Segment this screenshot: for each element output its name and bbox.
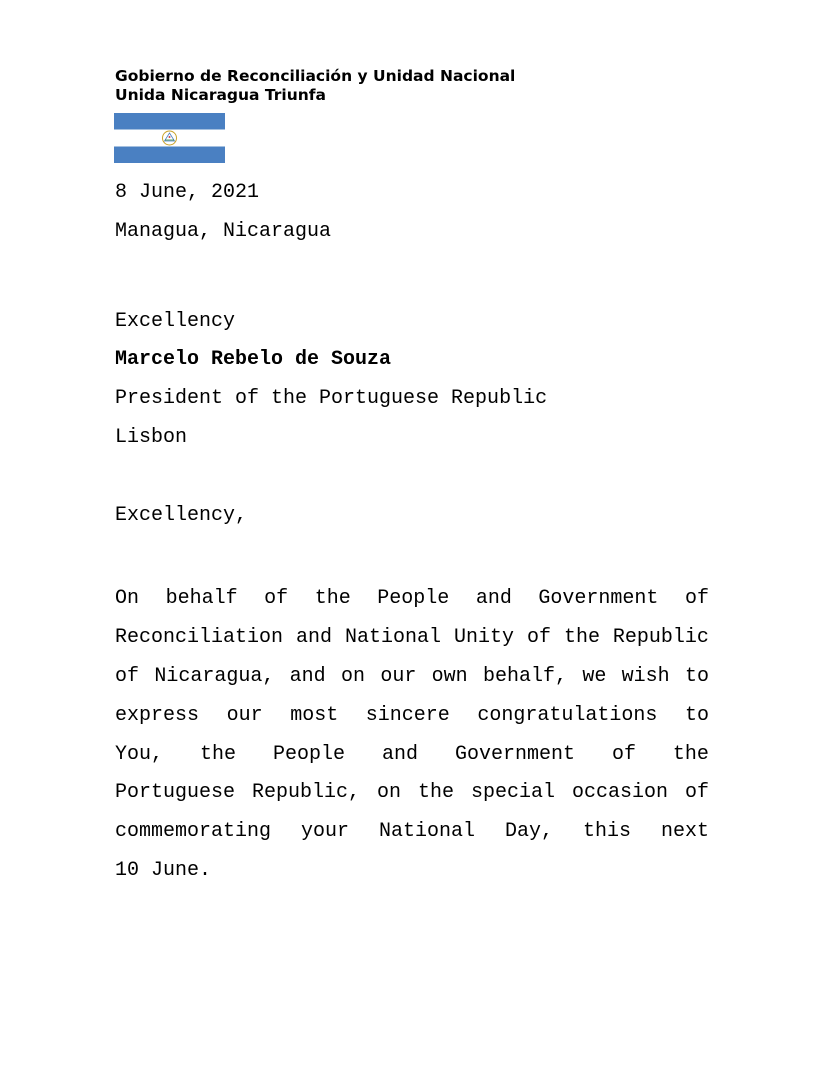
body-word: most [290,703,339,727]
body-line [115,580,709,619]
body-word: the [199,742,236,766]
body-word: congratulations [477,703,658,727]
body-word: and [289,664,326,688]
body-line [115,697,709,736]
body-line [115,852,709,891]
nicaragua-flag-icon [114,113,225,163]
body-word: You, [115,742,164,766]
body-word: sincere [365,703,450,727]
body-word: of [115,664,140,688]
body-word: National [378,820,475,844]
body-word: this [582,820,631,844]
body-word: your [301,820,350,844]
body-word: of [684,587,709,610]
body-word: own [431,664,468,688]
body-word: and [296,625,333,649]
body-line [115,619,709,658]
body-word: commemorating [115,820,272,844]
body-word: Day, [504,820,553,844]
body-line [115,736,709,775]
body-word: to [684,703,709,727]
body-line [115,813,709,852]
letterhead-motto: Unida Nicaragua Triunfa [115,86,327,104]
body-word: Portuguese [115,781,236,805]
body-word: the [314,587,351,610]
body-word: On [115,587,140,610]
body-word: our [226,703,263,727]
body-word: of [526,625,551,649]
body-word: behalf, [482,664,567,688]
body-word: we [582,664,607,688]
letter-body [115,580,709,891]
body-word: special [470,781,555,805]
body-word: occasion [571,781,668,805]
body-line [115,658,709,697]
body-word: Nicaragua, [154,664,275,688]
letter-date: 8 June, 2021 [115,181,260,204]
body-word: and [381,742,418,766]
body-word: of [611,742,636,766]
recipient-city: Lisbon [115,426,188,449]
body-word: June. [151,859,212,883]
body-word: Government [454,742,575,766]
body-word: the [563,625,600,649]
letterhead-government-name: Gobierno de Reconciliación y Unidad Nacional [115,67,516,85]
letter-place: Managua, Nicaragua [115,220,332,243]
greeting: Excellency, [115,504,248,527]
body-word: of [264,587,289,610]
body-word: express [115,703,200,727]
letterhead [115,67,515,105]
recipient-title: Excellency [115,310,236,333]
body-word: the [672,742,709,766]
body-word: Republic [612,625,709,649]
body-word: People [272,742,345,766]
body-word: Reconciliation [115,625,284,649]
body-word: to [684,664,709,688]
body-word: of [684,781,709,805]
recipient-position: President of the Portuguese Republic [115,387,548,410]
body-word: wish [621,664,670,688]
recipient-name: Marcelo Rebelo de Souza [115,348,392,371]
body-word: on [377,781,402,805]
body-word: the [417,781,454,805]
body-word: and [475,587,512,610]
body-word: Government [538,587,659,610]
body-word: our [380,664,417,688]
body-line [115,774,709,813]
body-word: National [344,625,441,649]
body-word: Republic, [252,781,361,805]
body-word: People [377,587,450,610]
body-word: 10 [115,859,152,883]
body-word: next [660,820,709,844]
body-word: behalf [165,587,238,610]
body-word: Unity [453,625,514,649]
body-word: on [341,664,366,688]
